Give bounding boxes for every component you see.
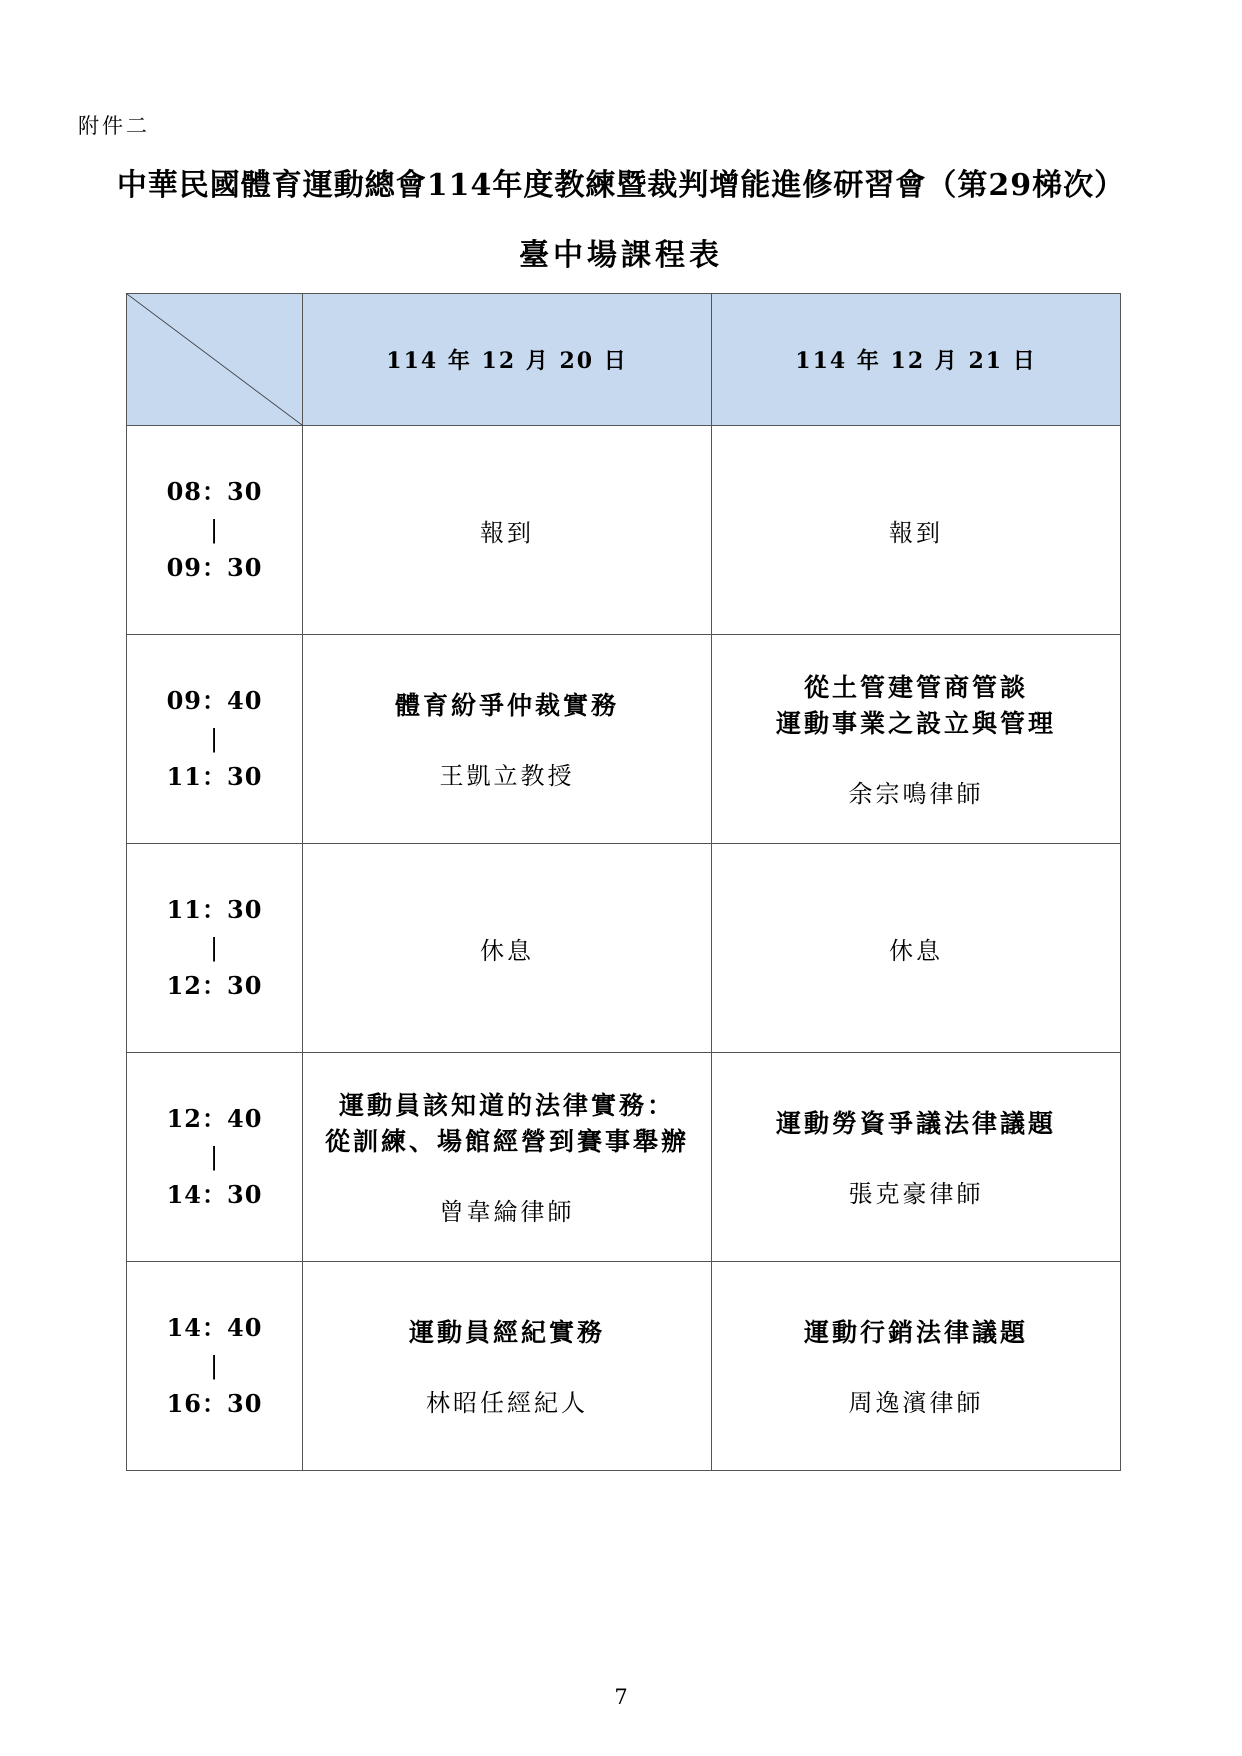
document-subtitle: 臺中場課程表 [519, 238, 723, 273]
session-cell-day1 [303, 426, 712, 635]
session-speaker: 林昭任經紀人 [426, 1388, 588, 1417]
header-day2: 114 年 12 月 21 日 [712, 294, 1121, 426]
time-cell [127, 844, 303, 1053]
session-speaker: 王凱立教授 [439, 761, 575, 790]
time-separator: | [209, 516, 220, 544]
session-topic: 運動勞資爭議法律議題 [775, 1108, 1056, 1138]
time-cell [127, 635, 303, 844]
table-row [127, 635, 1121, 844]
session-status: 休息 [889, 936, 943, 965]
session-topic: 體育紛爭仲裁實務 [394, 690, 619, 720]
time-separator: | [209, 1143, 220, 1171]
session-cell-day2 [712, 1262, 1121, 1471]
session-topic: 運動行銷法律議題 [803, 1317, 1028, 1347]
session-speaker: 周逸濱律師 [848, 1388, 984, 1417]
session-cell-day2 [712, 426, 1121, 635]
session-topic: 從土管建管商管談 運動事業之設立與管理 [775, 672, 1056, 738]
table-row [127, 426, 1121, 635]
schedule-table [126, 293, 1121, 1471]
time-separator: | [209, 934, 220, 962]
session-speaker: 余宗鳴律師 [848, 779, 984, 808]
session-topic: 運動員該知道的法律實務： 從訓練、場館經營到賽事舉辦 [324, 1090, 689, 1156]
time-end: 09：30 [166, 553, 263, 582]
header-row [127, 294, 1121, 426]
session-status: 報到 [889, 518, 943, 547]
session-cell-day2 [712, 844, 1121, 1053]
time-cell [127, 426, 303, 635]
session-cell-day2 [712, 1053, 1121, 1262]
attachment-label: 附件二 [78, 114, 150, 138]
time-start: 09：40 [166, 686, 263, 715]
session-cell-day1 [303, 635, 712, 844]
table-row [127, 844, 1121, 1053]
time-start: 14：40 [166, 1313, 263, 1342]
session-topic: 運動員經紀實務 [408, 1317, 605, 1347]
session-speaker: 張克豪律師 [848, 1179, 984, 1208]
time-start: 11：30 [166, 895, 263, 924]
time-end: 12：30 [166, 971, 263, 1000]
table-row [127, 1053, 1121, 1262]
time-cell [127, 1262, 303, 1471]
diagonal-line-icon [127, 294, 302, 425]
session-cell-day1 [303, 844, 712, 1053]
session-cell-day1 [303, 1053, 712, 1262]
session-speaker: 曾韋綸律師 [439, 1197, 575, 1226]
document-title: 中華民國體育運動總會114年度教練暨裁判增能進修研習會（第29梯次） [116, 168, 1126, 203]
time-start: 08：30 [166, 477, 263, 506]
time-separator: | [209, 725, 220, 753]
time-start: 12：40 [166, 1104, 263, 1133]
time-cell [127, 1053, 303, 1262]
time-end: 11：30 [166, 762, 263, 791]
header-day1: 114 年 12 月 20 日 [303, 294, 712, 426]
session-cell-day2 [712, 635, 1121, 844]
session-status: 休息 [480, 936, 534, 965]
table-row [127, 1262, 1121, 1471]
session-status: 報到 [480, 518, 534, 547]
time-separator: | [209, 1352, 220, 1380]
session-cell-day1 [303, 1262, 712, 1471]
page-number: 7 [614, 1685, 628, 1709]
time-end: 14：30 [166, 1180, 263, 1209]
corner-cell [127, 294, 303, 426]
time-end: 16：30 [166, 1389, 263, 1418]
